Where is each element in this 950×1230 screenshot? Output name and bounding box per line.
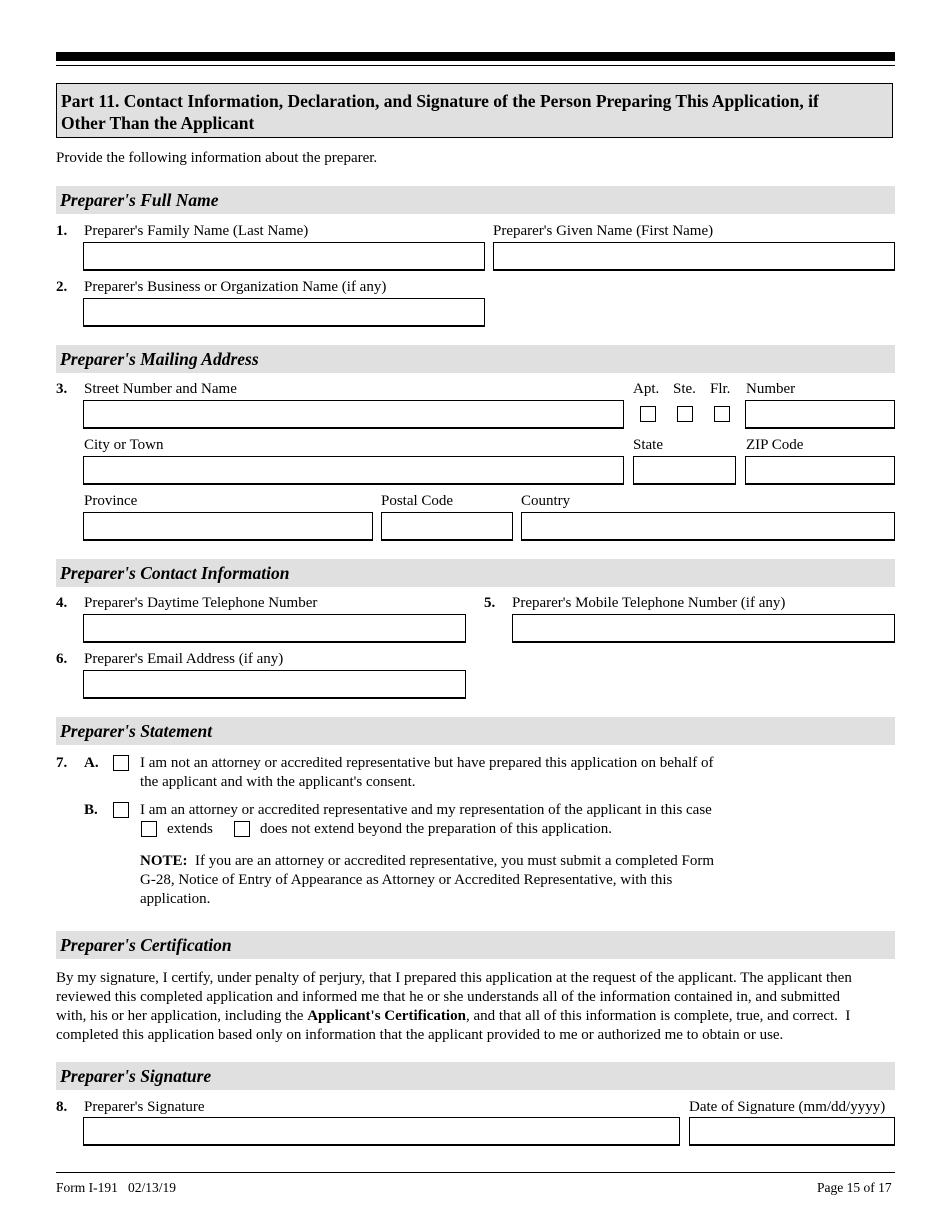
zip-field[interactable] bbox=[745, 456, 895, 485]
header-rule-thick bbox=[56, 52, 895, 61]
q3-number: 3. bbox=[56, 381, 68, 397]
daytime-phone-label: Preparer's Daytime Telephone Number bbox=[84, 595, 318, 611]
part-title-line1: Part 11. Contact Information, Declaration, and Signature of the Person Preparing This Application, if bbox=[61, 91, 819, 111]
section-mailing-address: Preparer's Mailing Address bbox=[56, 345, 895, 373]
cert-line4: completed this application based only on information that the applicant provided to me or authorized me to obtain or use. bbox=[56, 1027, 784, 1043]
flr-checkbox[interactable] bbox=[714, 406, 730, 422]
given-name-field[interactable] bbox=[493, 242, 895, 271]
note-text-1: If you are an attorney or accredited representative, you must submit a completed Form bbox=[187, 853, 715, 869]
given-name-label: Preparer's Given Name (First Name) bbox=[493, 223, 714, 239]
country-field[interactable] bbox=[521, 512, 895, 541]
business-name-field[interactable] bbox=[83, 298, 485, 327]
signature-date-label: Date of Signature (mm/dd/yyyy) bbox=[689, 1099, 886, 1115]
ste-label: Ste. bbox=[673, 381, 696, 397]
province-label: Province bbox=[84, 493, 138, 509]
intro-text: Provide the following information about the preparer. bbox=[56, 150, 378, 166]
q6-number: 6. bbox=[56, 651, 68, 667]
city-label: City or Town bbox=[84, 437, 164, 453]
q7a-text-line2: the applicant and with the applicant's consent. bbox=[140, 774, 416, 790]
page-number: Page 15 of 17 bbox=[817, 1180, 892, 1195]
cert-line3-bold: Applicant's Certification bbox=[307, 1008, 466, 1024]
email-label: Preparer's Email Address (if any) bbox=[84, 651, 284, 667]
extends-label: extends bbox=[167, 821, 213, 837]
flr-label: Flr. bbox=[710, 381, 731, 397]
section-certification: Preparer's Certification bbox=[56, 931, 895, 959]
postal-code-field[interactable] bbox=[381, 512, 513, 541]
ste-checkbox[interactable] bbox=[677, 406, 693, 422]
cert-line2: reviewed this completed application and informed me that he or she understands all of the information contained in, and submitted bbox=[56, 989, 840, 1005]
section-signature: Preparer's Signature bbox=[56, 1062, 895, 1090]
q1-number: 1. bbox=[56, 223, 68, 239]
mobile-phone-field[interactable] bbox=[512, 614, 895, 643]
section-full-name: Preparer's Full Name bbox=[56, 186, 895, 214]
cert-line1: By my signature, I certify, under penalty of perjury, that I prepared this application at the request of the applicant. The applicant then bbox=[56, 970, 852, 986]
q7b-letter: B. bbox=[84, 802, 98, 818]
q7a-text-line1: I am not an attorney or accredited representative but have prepared this application on behalf of bbox=[140, 755, 714, 771]
street-field[interactable] bbox=[83, 400, 624, 429]
not-extend-label: does not extend beyond the preparation of this application. bbox=[260, 821, 612, 837]
family-name-field[interactable] bbox=[83, 242, 485, 271]
note-line3: application. bbox=[140, 891, 211, 907]
q7a-letter: A. bbox=[84, 755, 99, 771]
form-id: Form I-191 02/13/19 bbox=[56, 1180, 176, 1195]
unit-number-field[interactable] bbox=[745, 400, 895, 429]
q4-number: 4. bbox=[56, 595, 68, 611]
note-line2: G-28, Notice of Entry of Appearance as Attorney or Accredited Representative, with this bbox=[140, 872, 673, 888]
q7a-checkbox[interactable] bbox=[113, 755, 129, 771]
q8-number: 8. bbox=[56, 1099, 68, 1115]
extends-checkbox[interactable] bbox=[141, 821, 157, 837]
signature-label: Preparer's Signature bbox=[84, 1099, 205, 1115]
signature-date-field[interactable] bbox=[689, 1117, 895, 1146]
q5-number: 5. bbox=[484, 595, 496, 611]
state-label: State bbox=[633, 437, 663, 453]
note-line1 bbox=[140, 852, 714, 871]
section-contact-info: Preparer's Contact Information bbox=[56, 559, 895, 587]
cert-line3 bbox=[56, 1007, 850, 1026]
street-label: Street Number and Name bbox=[84, 381, 237, 397]
zip-label: ZIP Code bbox=[746, 437, 804, 453]
cert-line3-pre: with, his or her application, including the bbox=[56, 1008, 308, 1024]
part-title-line2: Other Than the Applicant bbox=[61, 113, 255, 133]
q7-number: 7. bbox=[56, 755, 68, 771]
part-title bbox=[56, 83, 893, 138]
apt-checkbox[interactable] bbox=[640, 406, 656, 422]
section-statement: Preparer's Statement bbox=[56, 717, 895, 745]
q7b-text-line1: I am an attorney or accredited representative and my representation of the applicant in this case bbox=[140, 802, 712, 818]
postal-code-label: Postal Code bbox=[381, 493, 454, 509]
not-extend-checkbox[interactable] bbox=[234, 821, 250, 837]
signature-field[interactable] bbox=[83, 1117, 680, 1146]
cert-line3-post: , and that all of this information is complete, true, and correct. I bbox=[465, 1008, 851, 1024]
mobile-phone-label: Preparer's Mobile Telephone Number (if any) bbox=[512, 595, 786, 611]
country-label: Country bbox=[521, 493, 571, 509]
business-name-label: Preparer's Business or Organization Name (if any) bbox=[84, 279, 387, 295]
daytime-phone-field[interactable] bbox=[83, 614, 466, 643]
city-field[interactable] bbox=[83, 456, 624, 485]
note-label: NOTE: bbox=[140, 853, 188, 869]
apt-label: Apt. bbox=[633, 381, 660, 397]
number-label: Number bbox=[746, 381, 796, 397]
family-name-label: Preparer's Family Name (Last Name) bbox=[84, 223, 309, 239]
email-field[interactable] bbox=[83, 670, 466, 699]
header-rule-thin bbox=[56, 65, 895, 66]
province-field[interactable] bbox=[83, 512, 373, 541]
footer-rule bbox=[56, 1172, 895, 1173]
q7b-checkbox[interactable] bbox=[113, 802, 129, 818]
q2-number: 2. bbox=[56, 279, 68, 295]
state-field[interactable] bbox=[633, 456, 736, 485]
